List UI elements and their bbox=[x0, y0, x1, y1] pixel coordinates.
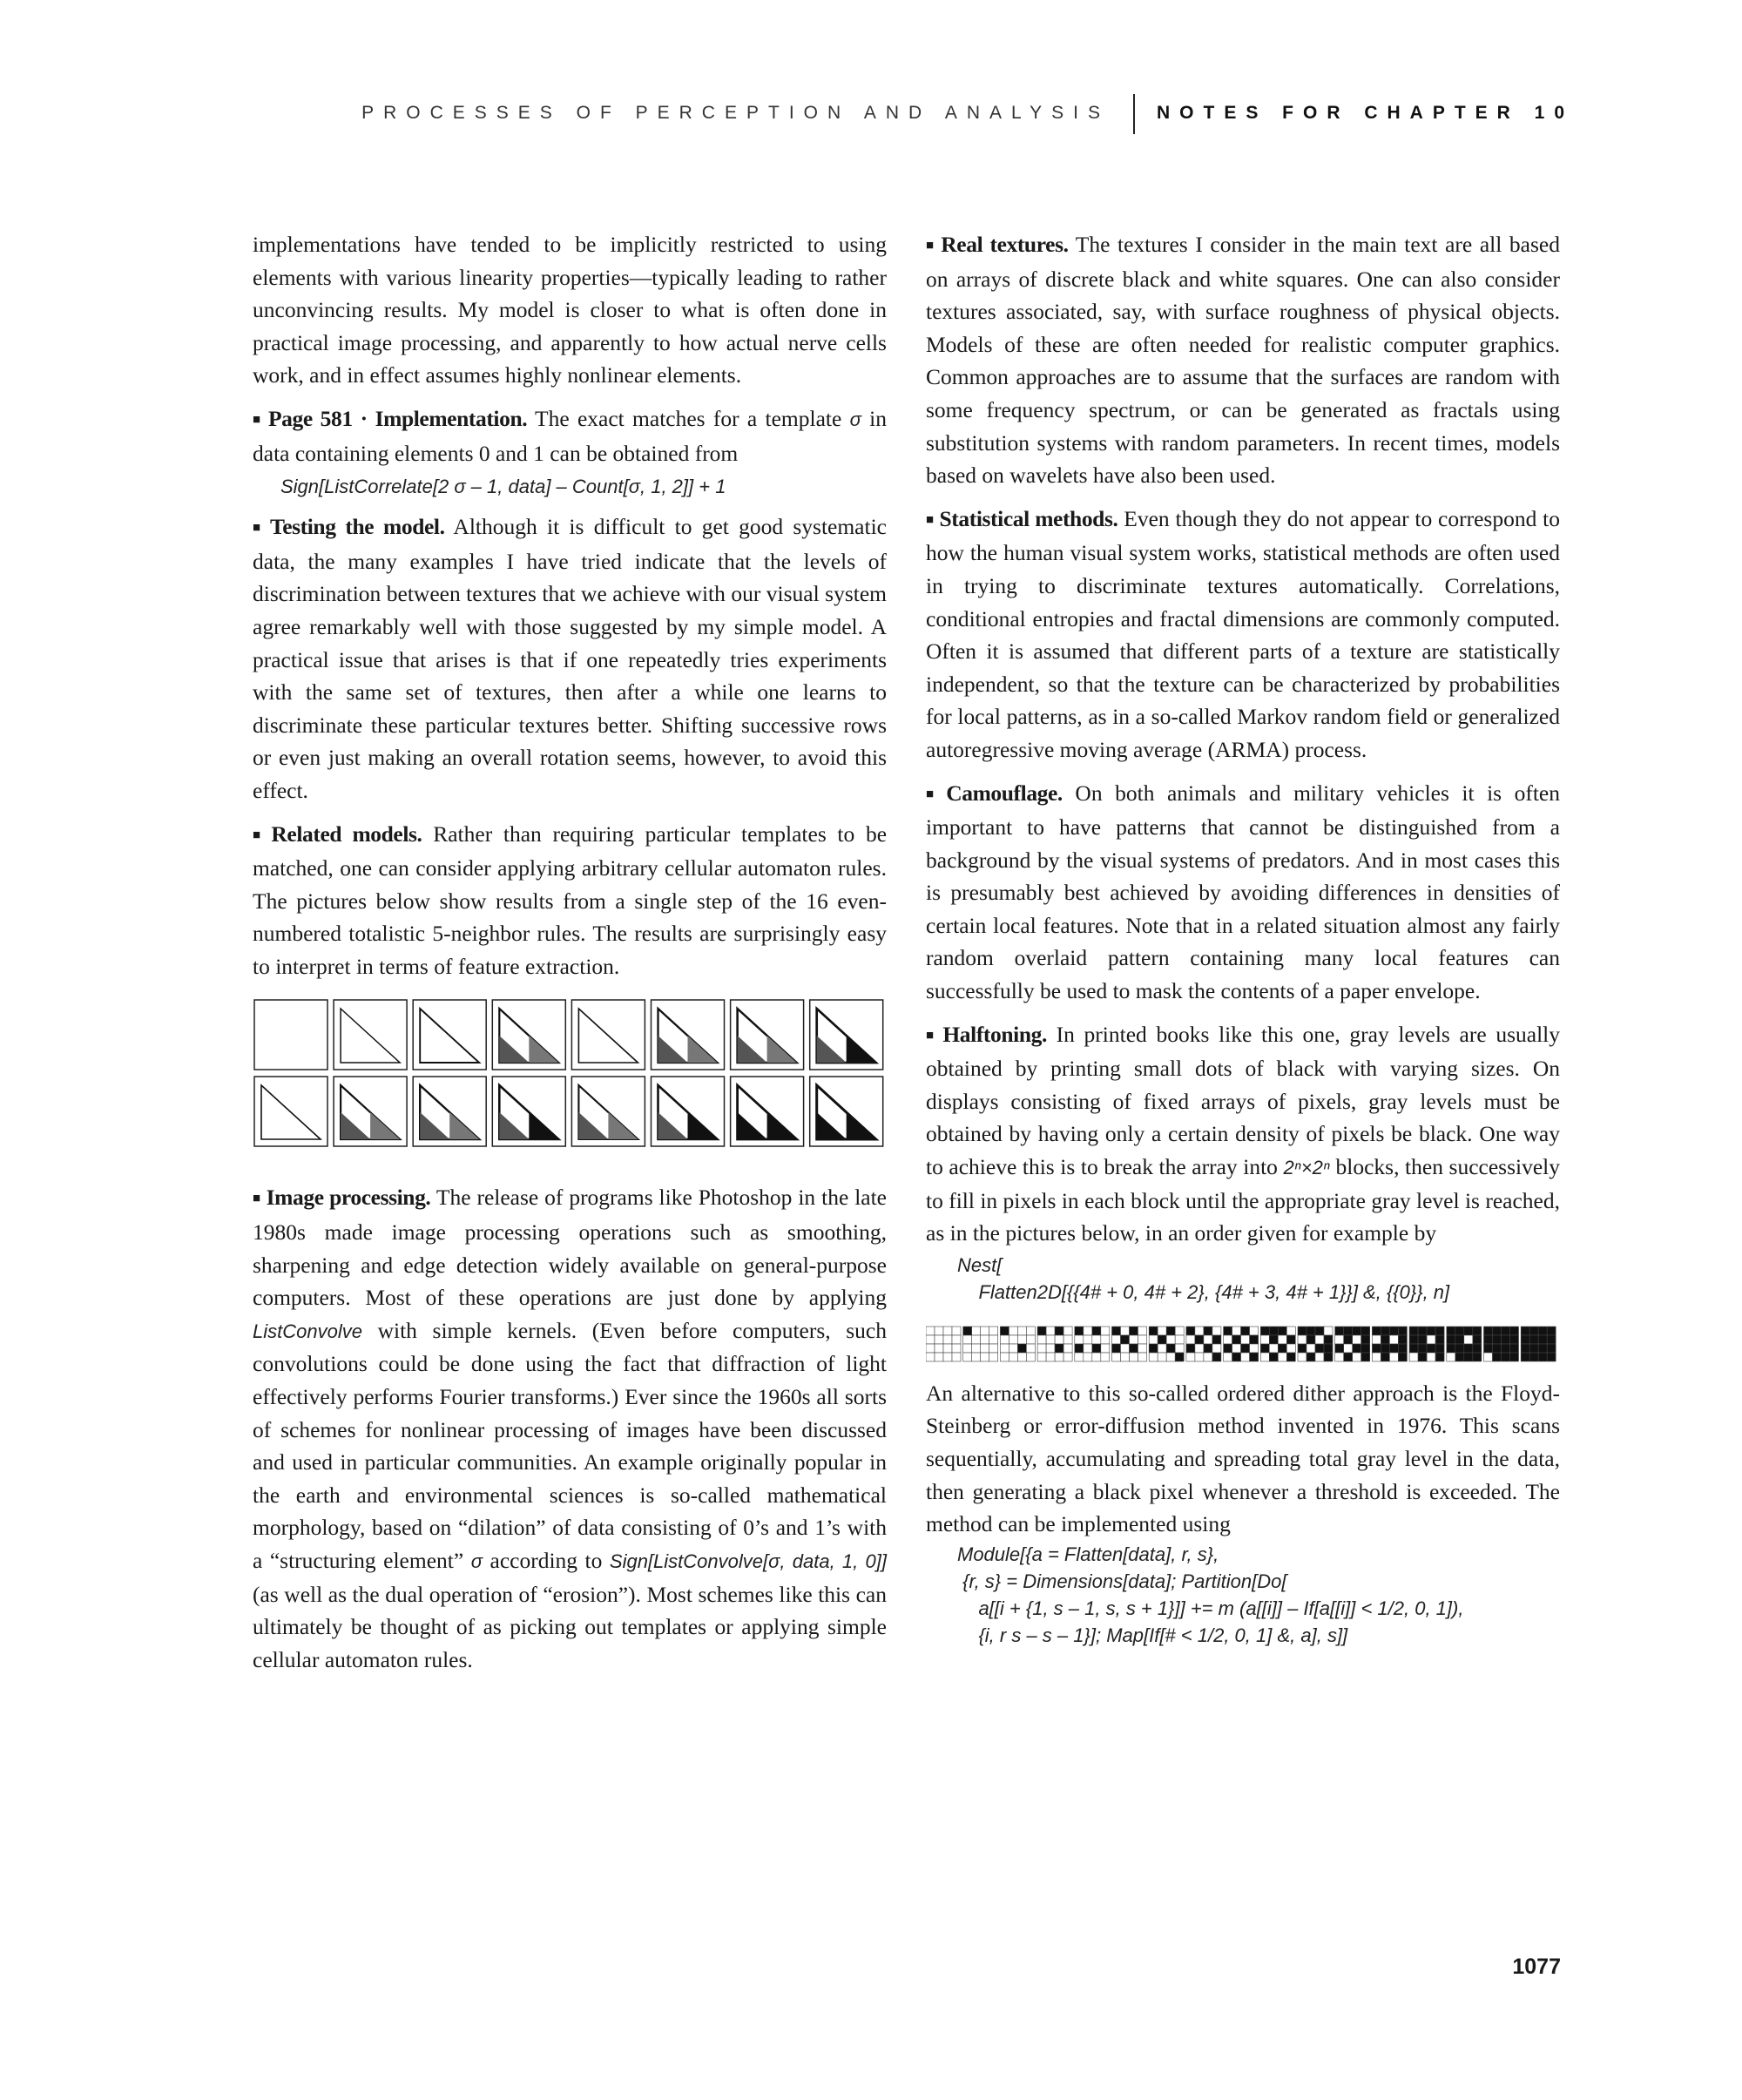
ca-pattern-panel bbox=[810, 1077, 883, 1146]
ca-pattern-panel bbox=[492, 1000, 565, 1070]
code-block: Module[{a = Flatten[data], r, s}, {r, s} = Dimensions[data]; Partition[Do[ a[[i + {1, s – 1, s, s + 1}]] += m (a[[i]] – If[a[[i]] < 1/2, 0, 1]), {i, r s – s – 1}]; Map[If[# < 1/2, 0, 1] &, a], s]] bbox=[957, 1543, 1464, 1646]
note-heading: Statistical methods. bbox=[939, 505, 1118, 531]
code-block: Nest[ Flatten2D[{{4# + 0, 4# + 2}, {4# + 3, 4# + 1}}] &, {{0}}, n] bbox=[957, 1253, 1450, 1303]
ca-pattern-panel bbox=[731, 1077, 804, 1146]
note-image-processing: ■ Image processing. The release of programs like Photoshop in the late 1980s made image processing operations such as smoothing, sharpening and edge detection widely available on general-purpose computers. Most of these operations are just done by applying ListConvolve with simple kernels. (Even before computers, such convolutions could be done using the fact that diffraction of light effectively performs Fourier transforms.) Ever since the 1960s all sorts of schemes for nonlinear processing of images have been discussed and used in particular communities. An example originally popular in the earth and environmental sciences is so-called mathematical morphology, based on “dilation” of data consisting of 0’s and 1’s with a “structuring element” σ according to Sign[ListConvolve[σ, data, 1, 0]] (as well as the dual operation of “erosion”). Most schemes like this can ultimately be thought of as picking out templates or applying simple cellular automaton rules. bbox=[253, 1185, 887, 1672]
note-heading: Image processing. bbox=[266, 1185, 431, 1211]
note-heading: Real textures. bbox=[941, 232, 1069, 257]
totalistic-rule-grid-figure bbox=[253, 998, 887, 1158]
paragraph-continuation: implementations have tended to be implicitly restricted to using elements with various linearity properties—typically leading to rather unconvincing results. My model is closer to what is often done in practical image processing, and apparently to how actual nerve cells work, and in effect assumes highly nonlinear elements. bbox=[253, 232, 887, 388]
ca-pattern-panel bbox=[413, 1000, 486, 1070]
dither-block bbox=[1521, 1327, 1556, 1361]
note-related-models: ■ Related models. Rather than requiring particular templates to be matched, one can consider applying arbitrary cellular automaton rules. The pictures below show results from a single step of the 16 even-numbered totalistic 5-neighbor rules. The results are surprisingly easy to interpret in terms of feature extraction. bbox=[253, 820, 888, 979]
dither-block bbox=[1447, 1327, 1482, 1361]
bullet-icon: ■ bbox=[253, 1192, 261, 1206]
note-halftoning: ■ Halftoning. In printed books like this one, gray levels are usually obtained by printing small dots of black with varying sizes. On displays consisting of fixed arrays of pixels, gray levels must be obtained by having only a certain density of pixels be black. One way to achieve this is to break the array into 2ⁿ×2ⁿ blocks, then successively to fill in pixels in each block until the appropriate gray level is reached, as in the pictures below, in an order given for example by bbox=[926, 1021, 1561, 1246]
bullet-icon: ■ bbox=[926, 1028, 938, 1043]
header-divider bbox=[1133, 94, 1135, 134]
ca-pattern-panel bbox=[334, 1077, 407, 1146]
note-heading: Testing the model. bbox=[269, 514, 445, 540]
paragraph-floyd-steinberg: An alternative to this so-called ordered dither approach is the Floyd-Steinberg or error-diffusion method invented in 1976. This scans sequentially, accumulating and spreading total gray level in the data, then generating a black pixel whenever a threshold is exceeded. The method can be implemented using bbox=[926, 1380, 1560, 1537]
ca-pattern-panel bbox=[571, 1000, 645, 1070]
bullet-icon: ■ bbox=[253, 412, 263, 427]
ordered-dither-figure bbox=[926, 1325, 1560, 1363]
header-section-title: PROCESSES OF PERCEPTION AND ANALYSIS bbox=[361, 103, 1110, 123]
bullet-icon: ■ bbox=[926, 512, 935, 527]
bullet-icon: ■ bbox=[253, 827, 267, 842]
ca-pattern-panel bbox=[334, 1000, 407, 1070]
page-number: 1077 bbox=[1512, 1955, 1561, 1979]
ca-pattern-panel bbox=[652, 1000, 725, 1070]
dither-block bbox=[1335, 1327, 1370, 1361]
right-column bbox=[926, 228, 1560, 1659]
dither-block bbox=[1484, 1327, 1519, 1361]
ca-pattern-panel bbox=[413, 1077, 486, 1146]
code-block: Sign[ListCorrelate[2 σ – 1, data] – Count[σ, 1, 2]] + 1 bbox=[280, 476, 726, 498]
ca-pattern-panel bbox=[254, 1000, 327, 1070]
ca-pattern-panel bbox=[492, 1077, 565, 1146]
ca-pattern-panel bbox=[571, 1077, 645, 1146]
bullet-icon: ■ bbox=[253, 521, 265, 536]
note-implementation: ■ Page 581 · Implementation. The exact matches for a template σ in data containing elements 0 and 1 can be obtained from bbox=[253, 405, 887, 466]
dither-block bbox=[1037, 1327, 1072, 1361]
dither-block bbox=[1000, 1327, 1035, 1361]
ca-pattern-panel bbox=[254, 1077, 327, 1146]
dither-block bbox=[1224, 1327, 1259, 1361]
note-camouflage: ■ Camouflage. On both animals and military vehicles it is often important to have patterns that cannot be distinguished from a background by the visual systems of predators. And in most cases this is presumably best achieved by avoiding differences in densities of certain local features. Note that in a related situation almost any fairly random overlaid pattern containing many local features can successfully be used to mask the contents of a paper envelope. bbox=[926, 780, 1560, 1004]
header-chapter-notes: NOTES FOR CHAPTER 10 bbox=[1157, 103, 1575, 123]
dither-block bbox=[1075, 1327, 1110, 1361]
note-testing-model: ■ Testing the model. Although it is difficult to get good systematic data, the many examples I have tried indicate that the levels of discrimination between textures that we achieve with our visual system agree remarkably well with those suggested by my simple model. A practical issue that arises is that if one repeatedly tries experiments with the same set of textures, then after a while one learns to discriminate these particular textures better. Shifting successive rows or even just making an overall rotation seems, however, to avoid this effect. bbox=[253, 514, 887, 803]
dither-block bbox=[1372, 1327, 1407, 1361]
dither-block bbox=[1186, 1327, 1221, 1361]
note-heading: Halftoning. bbox=[942, 1021, 1047, 1047]
left-column bbox=[253, 228, 887, 1686]
note-heading: Camouflage. bbox=[946, 780, 1063, 806]
dither-block bbox=[963, 1327, 998, 1361]
ca-pattern-panel bbox=[652, 1077, 725, 1146]
dither-block bbox=[926, 1327, 961, 1361]
ca-pattern-panel bbox=[731, 1000, 804, 1070]
note-heading: Page 581 · Implementation. bbox=[267, 405, 528, 431]
note-statistical-methods: ■ Statistical methods. Even though they do not appear to correspond to how the human visual system works, statistical methods are often used in trying to discriminate textures automatically. Correlations, conditional entropies and fractal dimensions are commonly computed. Often it is assumed that different parts of a texture are statistically independent, so that the texture can be characterized by probabilities for local patterns, as in a so-called Markov random field or generalized autoregressive moving average (ARMA) process. bbox=[926, 505, 1560, 762]
ca-pattern-panel bbox=[810, 1000, 883, 1070]
note-real-textures: ■ Real textures. The textures I consider in the main text are all based on arrays of discrete black and white squares. One can also consider textures associated, say, with surface roughness of physical objects. Models of these are often needed for realistic computer graphics. Common approaches are to assume that the surfaces are random with some frequency spectrum, or can be generated as fractals using substitution systems with random parameters. In recent times, models based on wavelets have also been used. bbox=[926, 232, 1560, 489]
note-heading: Related models. bbox=[271, 820, 422, 847]
dither-block bbox=[1298, 1327, 1333, 1361]
dither-block bbox=[1112, 1327, 1147, 1361]
running-header bbox=[0, 101, 1742, 145]
dither-block bbox=[1149, 1327, 1184, 1361]
bullet-icon: ■ bbox=[926, 787, 942, 801]
dither-block bbox=[1409, 1327, 1444, 1361]
dither-block bbox=[1260, 1327, 1295, 1361]
bullet-icon: ■ bbox=[926, 239, 936, 253]
